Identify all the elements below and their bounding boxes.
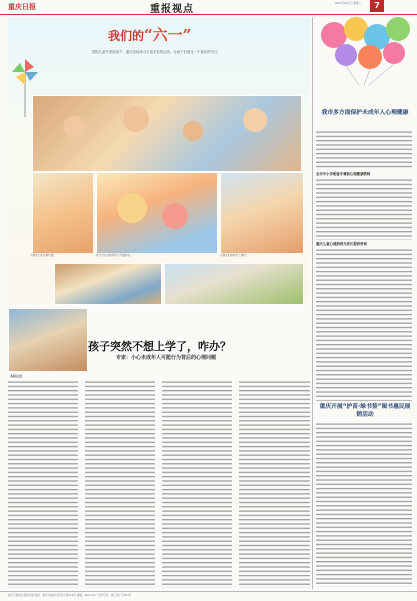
dateline: 2021年6月1日 星期二 <box>335 2 362 5</box>
byline: 本报记者 <box>10 374 23 378</box>
newspaper-name: 重庆日报 <box>8 2 36 11</box>
footer-text: 重庆日报报业集团出版 地址：重庆市渝北区同茂大道416号 邮编：401120 广告许可证：渝工商广字001号 <box>8 594 132 597</box>
caption-3: 小朋友们体验手工制作。 <box>220 254 249 257</box>
main-subheadline: 专家：小心未成年人可能行为背后的心理问题 <box>116 355 217 361</box>
balloons-icon <box>314 17 414 87</box>
main-article-body <box>8 380 310 588</box>
feature-photo-spread <box>8 17 310 304</box>
photo-amusement-park <box>164 263 304 305</box>
divider <box>316 400 412 401</box>
photo-drawing <box>32 172 94 254</box>
section-title: 重报视点 <box>150 4 194 15</box>
right-article-1-sub2: 重庆儿童心理热线为家长提供咨询 <box>316 242 367 246</box>
photo-library <box>54 263 162 305</box>
caption-1: 小朋友们在认真作画。 <box>30 254 56 257</box>
feature-title: 我们的“六一” <box>108 26 192 44</box>
photo-handicraft <box>220 172 304 254</box>
right-article-1-body-c <box>316 248 412 398</box>
right-article-1-sub1: 全市中小学配备专兼职心理健康教师 <box>316 172 371 176</box>
column-divider <box>312 17 313 589</box>
page-header <box>0 0 417 15</box>
page-number: 7 <box>370 0 384 12</box>
right-article-1-body-a <box>316 130 412 170</box>
photo-children-art <box>96 172 218 254</box>
right-article-1-title: 我市多方面保护未成年人心理健康 <box>321 110 409 116</box>
right-article-1-body-b <box>316 178 412 240</box>
feature-intro: 国际儿童节来临前夕，重庆各地举办丰富多彩的活动，让孩子们度过一个欢乐的节日。 <box>92 50 221 54</box>
photo-painting-activity <box>32 95 302 172</box>
main-headline: 孩子突然不想上学了，咋办？ <box>88 340 231 353</box>
right-article-2-title: 重庆开展“护苗·绿书签”图书惠民展销活动 <box>319 404 411 418</box>
caption-2: 孩子们在老师带领下开展游戏。 <box>96 254 133 257</box>
right-article-2-body <box>316 422 412 587</box>
photo-student <box>8 308 88 372</box>
